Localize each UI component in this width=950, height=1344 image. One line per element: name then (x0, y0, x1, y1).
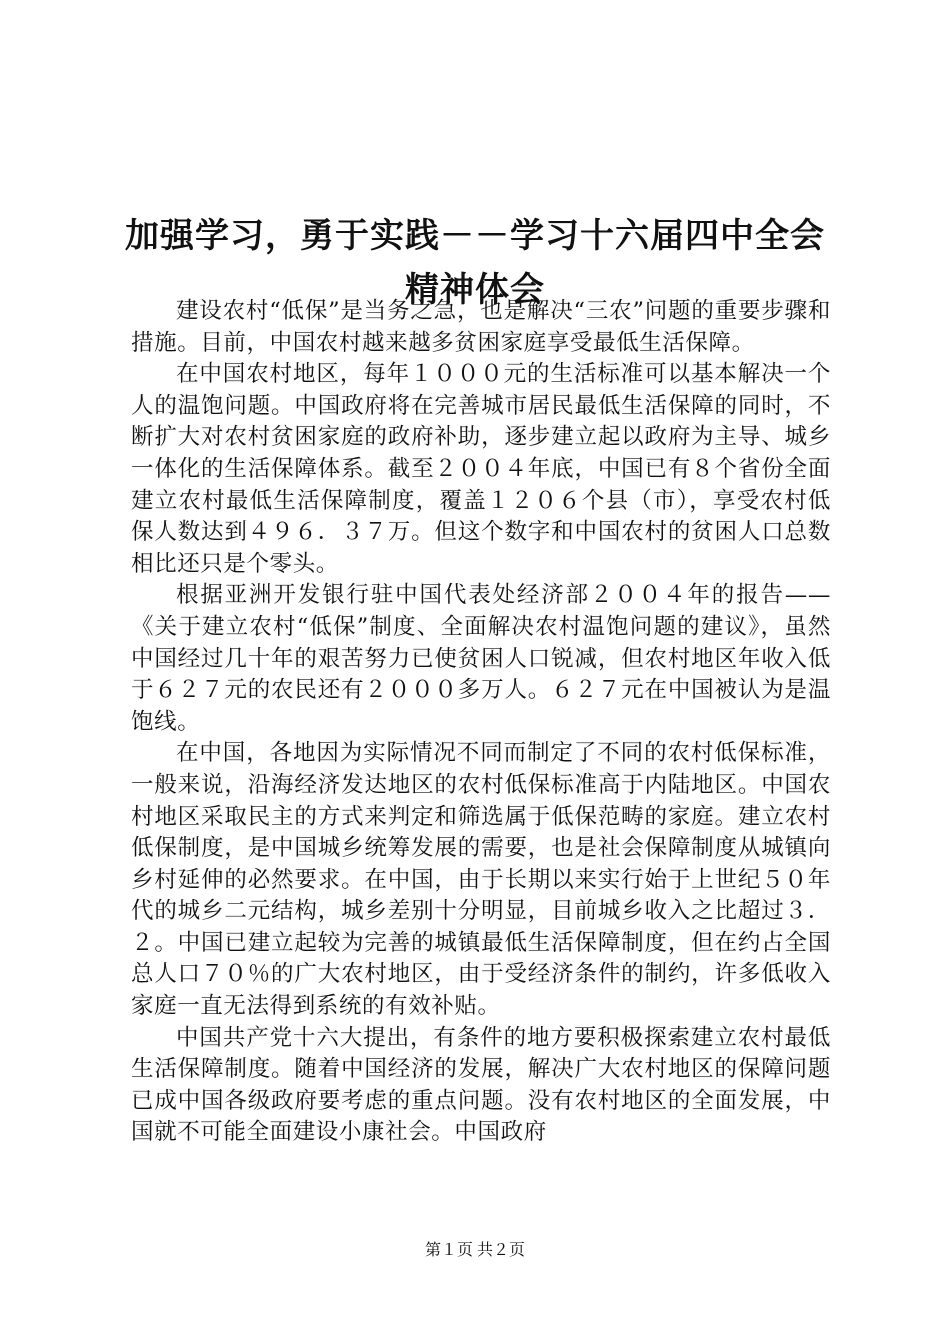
paragraph-5: 中国共产党十六大提出，有条件的地方要积极探索建立农村最低生活保障制度。随着中国经济的发展，解决广大农村地区的保障问题已成中国各级政府要考虑的重点问题。没有农村地区的全面发展，中国就不可能全面建设小康社会。中国政府 (131, 1024, 831, 1146)
document-body (131, 296, 831, 1149)
paragraph-3: 根据亚洲开发银行驻中国代表处经济部２００４年的报告——《关于建立农村“低保”制度、全面解决农村温饱问题的建议》，虽然中国经过几十年的艰苦努力已使贫困人口锐减，但农村地区年收入低于６２７元的农民还有２０００多万人。６２７元在中国被认为是温饱线。 (131, 582, 831, 735)
paragraph-2: 在中国农村地区，每年１０００元的生活标准可以基本解决一个人的温饱问题。中国政府将在完善城市居民最低生活保障的同时，不断扩大对农村贫困家庭的政府补助，逐步建立起以政府为主导、城乡一体化的生活保障体系。截至２００４年底，中国已有８个省份全面建立农村最低生活保障制度，覆盖１２０６个县（市），享受农村低保人数达到４９６．３７万。但这个数字和中国农村的贫困人口总数相比还只是个零头。 (131, 361, 831, 577)
paragraph-4: 在中国，各地因为实际情况不同而制定了不同的农村低保标准，一般来说，沿海经济发达地区的农村低保标准高于内陆地区。中国农村地区采取民主的方式来判定和筛选属于低保范畴的家庭。建立农村低保制度，是中国城乡统筹发展的需要，也是社会保障制度从城镇向乡村延伸的必然要求。在中国，由于长期以来实行始于上世纪５０年代的城乡二元结构，城乡差别十分明显，目前城乡收入之比超过３．２。中国已建立起较为完善的城镇最低生活保障制度，但在约占全国总人口７０％的广大农村地区，由于受经济条件的制约，许多低收入家庭一直无法得到系统的有效补贴。 (131, 740, 831, 1020)
document-title: 加强学习，勇于实践－－学习十六届四中全会精神体会 (125, 215, 825, 310)
paragraph-1: 建设农村“低保”是当务之急，也是解决“三农”问题的重要步骤和措施。目前，中国农村越来越多贫困家庭享受最低生活保障。 (131, 298, 831, 356)
page-footer: 第１页 共２页 (424, 1242, 525, 1259)
